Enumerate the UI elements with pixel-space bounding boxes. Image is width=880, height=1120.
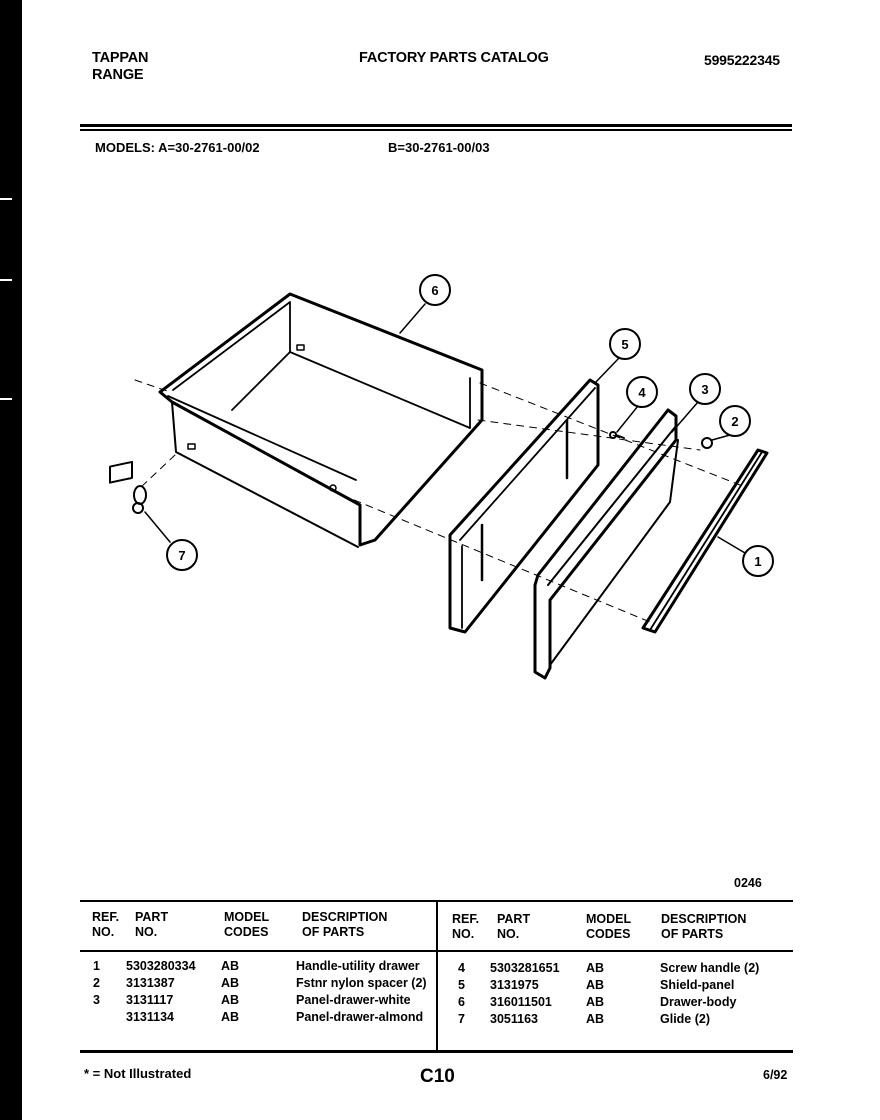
col-header-model: MODEL CODES	[224, 910, 270, 939]
ref-no: 5	[458, 978, 465, 992]
part-no: 3131387	[126, 976, 175, 990]
description: Handle-utility drawer	[296, 959, 420, 973]
product-type: RANGE	[92, 67, 144, 83]
model-codes: AB	[221, 976, 240, 990]
svg-text:1: 1	[754, 554, 762, 569]
figure-code: 0246	[734, 876, 762, 890]
table-bottom-rule	[80, 1050, 793, 1053]
shield-panel-drawing	[450, 380, 598, 632]
col-header-ref: REF. NO.	[452, 912, 480, 941]
part-no: 3131975	[490, 978, 539, 992]
model-b-label: B=30-2761-00/03	[388, 140, 490, 155]
page-title: FACTORY PARTS CATALOG	[359, 50, 549, 66]
page-date: 6/92	[763, 1068, 788, 1082]
assembly-axes	[135, 380, 740, 622]
ref-no: 6	[458, 995, 465, 1009]
drawer-panel-drawing	[535, 410, 678, 678]
header-rule	[80, 129, 792, 131]
model-codes: AB	[586, 1012, 605, 1026]
col-header-description: DESCRIPTION OF PARTS	[302, 910, 388, 939]
callout-7	[167, 540, 197, 570]
drawer-body-drawing	[160, 294, 482, 547]
description: Glide (2)	[660, 1012, 711, 1026]
exploded-parts-diagram	[90, 270, 810, 700]
ref-no: 4	[458, 961, 465, 975]
callout-1	[743, 546, 773, 576]
svg-text:5: 5	[621, 337, 629, 352]
callout-5	[610, 329, 640, 359]
callout-2	[720, 406, 750, 436]
page-code: C10	[420, 1066, 455, 1087]
part-no: 5303281651	[490, 961, 560, 975]
svg-text:4: 4	[638, 385, 646, 400]
svg-text:2: 2	[731, 414, 739, 429]
footnote: * = Not Illustrated	[84, 1066, 192, 1081]
col-header-model: MODEL CODES	[586, 912, 632, 941]
part-no: 3131117	[126, 993, 174, 1007]
description: Shield-panel	[660, 978, 735, 992]
model-codes: AB	[221, 1010, 240, 1024]
description: Screw handle (2)	[660, 961, 760, 975]
col-header-part: PART NO.	[135, 910, 169, 939]
description: Fstnr nylon spacer (2)	[296, 976, 427, 990]
ref-no: 7	[458, 1012, 465, 1026]
part-no: 3131134	[126, 1010, 174, 1024]
svg-text:3: 3	[701, 382, 709, 397]
svg-text:6: 6	[431, 283, 439, 298]
ref-no: 1	[93, 959, 100, 973]
ref-no: 2	[93, 976, 100, 990]
part-no: 316011501	[490, 995, 552, 1009]
header-rule	[80, 124, 792, 127]
scan-notch	[0, 279, 12, 281]
description: Panel-drawer-almond	[296, 1010, 424, 1024]
catalog-number: 5995222345	[704, 52, 780, 68]
callout-3	[690, 374, 720, 404]
model-codes: AB	[586, 978, 605, 992]
scan-notch	[0, 198, 12, 200]
scan-notch	[0, 398, 12, 400]
col-header-description: DESCRIPTION OF PARTS	[661, 912, 747, 941]
svg-text:7: 7	[178, 548, 186, 563]
table-column-divider	[436, 900, 438, 1051]
model-codes: AB	[221, 993, 240, 1007]
callout-4	[627, 377, 657, 407]
model-a-label: MODELS: A=30-2761-00/02	[95, 140, 260, 155]
description: Drawer-body	[660, 995, 737, 1009]
col-header-ref: REF. NO.	[92, 910, 120, 939]
description: Panel-drawer-white	[296, 993, 411, 1007]
model-codes: AB	[586, 961, 605, 975]
col-header-part: PART NO.	[497, 912, 531, 941]
spacer-drawing	[702, 438, 712, 448]
part-no: 3051163	[490, 1012, 538, 1026]
glide-drawing	[110, 462, 146, 513]
part-no: 5303280334	[126, 959, 196, 973]
callout-6	[420, 275, 450, 305]
brand-name: TAPPAN	[92, 50, 149, 66]
ref-no: 3	[93, 993, 100, 1007]
handle-drawing	[643, 450, 767, 632]
model-codes: AB	[586, 995, 605, 1009]
scan-edge-artifact	[0, 0, 22, 1120]
model-codes: AB	[221, 959, 240, 973]
